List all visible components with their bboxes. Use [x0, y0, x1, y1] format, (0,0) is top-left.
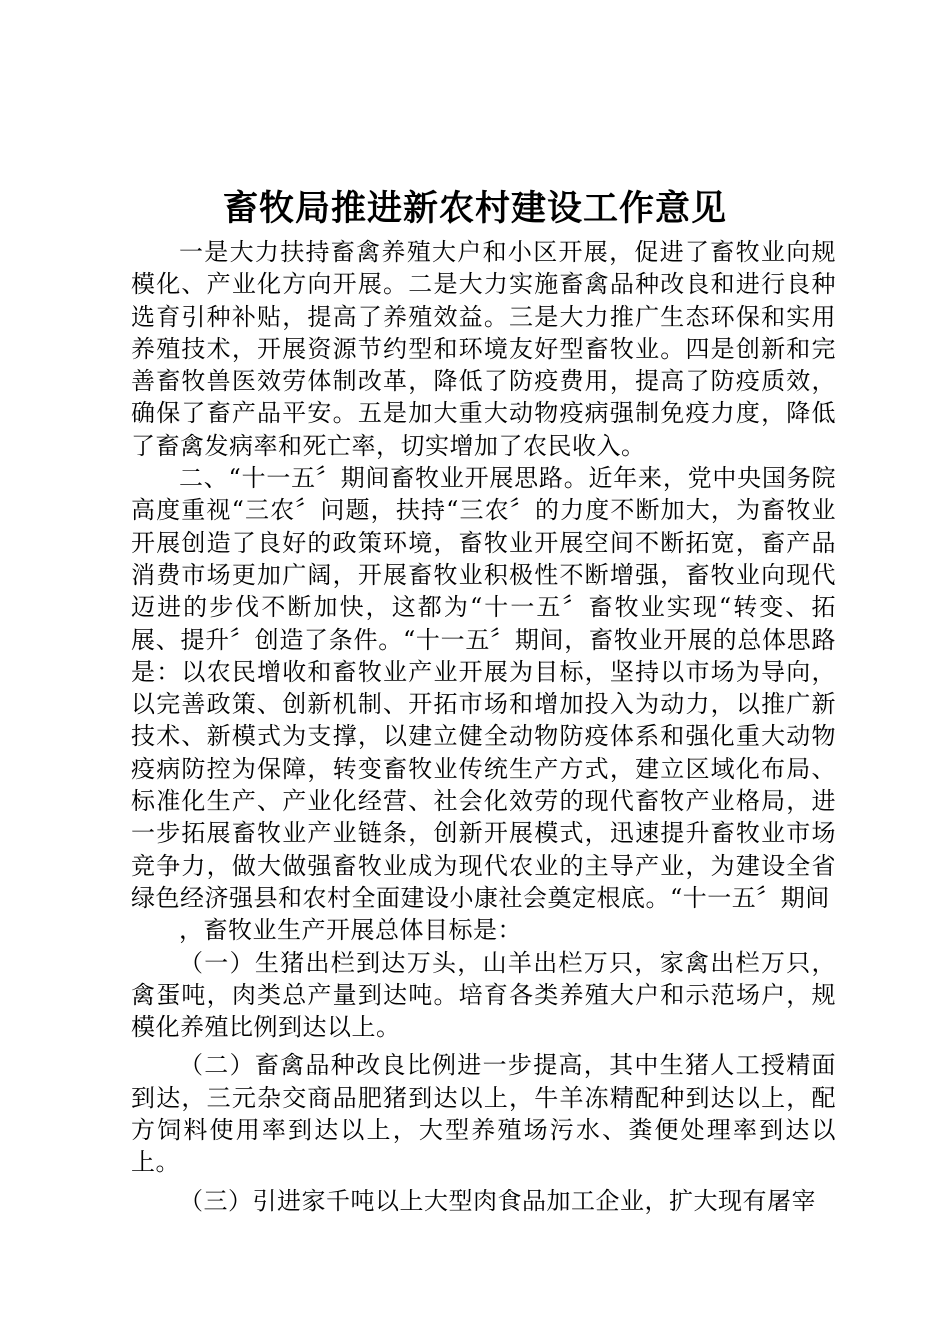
paragraph-overall-goal-intro: ，畜牧业生产开展总体目标是： [179, 916, 522, 945]
document-body [131, 236, 836, 1217]
paragraph-goal-two: （二）畜禽品种改良比例进一步提高，其中生猪人工授精面到达，三元杂交商品肥猪到达以上，牛羊冻精配种到达以上，配方饲料使用率到达以上，大型养殖场污水、粪便处理率到达以上。 [131, 1051, 836, 1177]
paragraph-achievements: 一是大力扶持畜禽养殖大户和小区开展，促进了畜牧业向规模化、产业化方向开展。二是大力实施畜禽品种改良和进行良种选育引种补贴，提高了养殖效益。三是大力推广生态环保和实用养殖技术，开展资源节约型和环境友好型畜牧业。四是创新和完善畜牧兽医效劳体制改革，降低了防疫费用，提高了防疫质效，确保了畜产品平安。五是加大重大动物疫病强制免疫力度，降低了畜禽发病率和死亡率，切实增加了农民收入。 [131, 238, 836, 460]
paragraph-goal-three: （三）引进家千吨以上大型肉食品加工企业，扩大现有屠宰 [179, 1186, 816, 1215]
paragraph-goal-one: （一）生猪出栏到达万头，山羊出栏万只，家禽出栏万只，禽蛋吨，肉类总产量到达吨。培育各类养殖大户和示范场户，规模化养殖比例到达以上。 [131, 948, 836, 1042]
document-title: 畜牧局推进新农村建设工作意见 [222, 188, 727, 229]
paragraph-development-ideas: 二、“十一五〞期间畜牧业开展思路。近年来，党中央国务院高度重视“三农〞问题，扶持“三农〞的力度不断加大，为畜牧业开展创造了良好的政策环境，畜牧业开展空间不断拓宽，畜产品消费市场更加广阔，开展畜牧业积极性不断增强，畜牧业向现代迈进的步伐不断加快，这都为“十一五〞畜牧业实现“转变、拓展、提升〞创造了条件。“十一五〞期间，畜牧业开展的总体思路是：以农民增收和畜牧业产业开展为目标，坚持以市场为导向，以完善政策、创新机制、开拓市场和增加投入为动力，以推广新技术、新模式为支撑，以建立健全动物防疫体系和强化重大动物疫病防控为保障，转变畜牧业传统生产方式，建立区域化布局、标准化生产、产业化经营、社会化效劳的现代畜牧产业格局，进一步拓展畜牧业产业链条，创新开展模式，迅速提升畜牧业市场竞争力，做大做强畜牧业成为现代农业的主导产业，为建设全省绿色经济强县和农村全面建设小康社会奠定根底。“十一五〞期间 [131, 464, 836, 912]
